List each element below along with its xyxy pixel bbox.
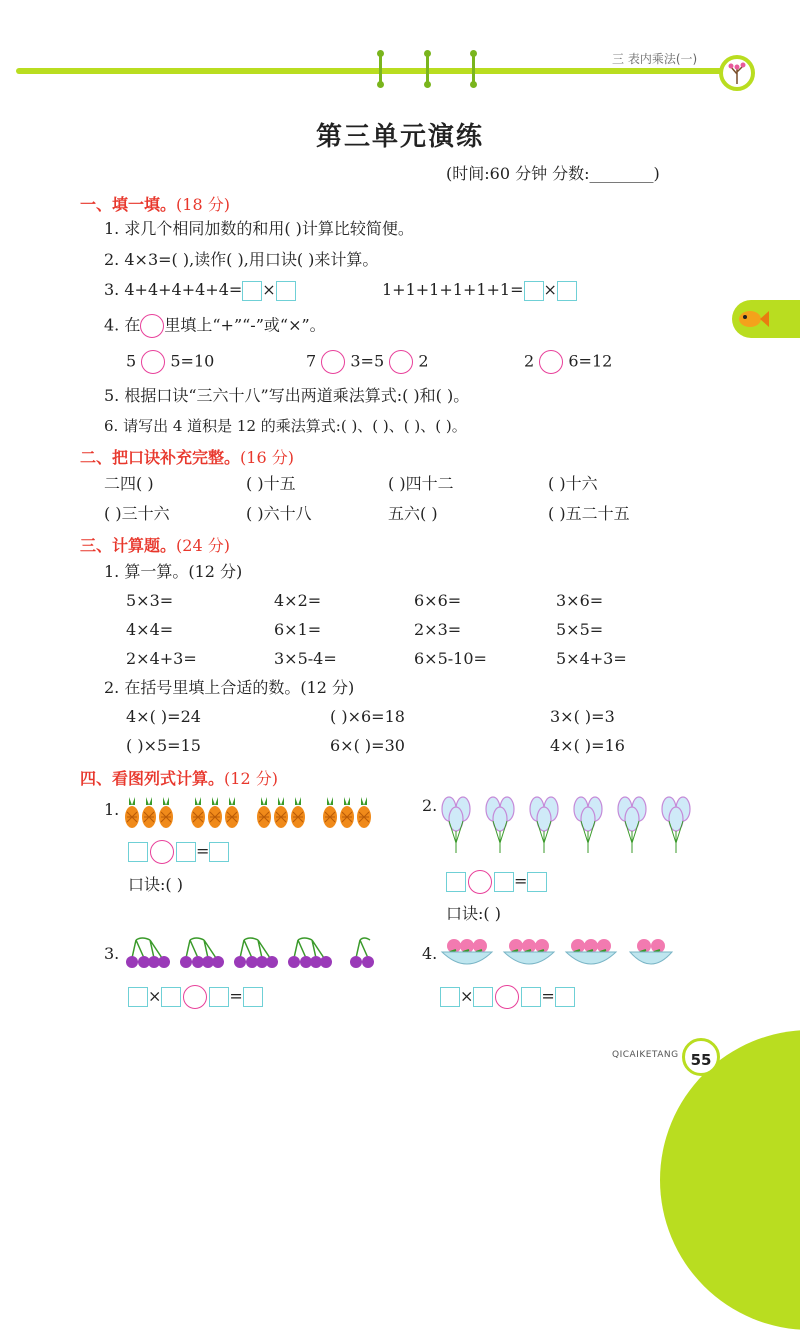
q1-4-prefix: 4. 在: [104, 315, 141, 335]
answer-box[interactable]: [161, 987, 181, 1007]
section-3-points: (24 分): [176, 536, 230, 555]
header-rule: [16, 68, 736, 74]
calc-item: 4×4=: [126, 620, 174, 639]
answer-box[interactable]: [524, 281, 544, 301]
calc-part-2-label: 2. 在括号里填上合适的数。(12 分): [104, 678, 355, 697]
page-title: 第三单元演练: [315, 122, 484, 152]
q1-5: 5. 根据口诀“三六十八”写出两道乘法算式:( )和( )。: [104, 386, 470, 405]
answer-box[interactable]: [440, 987, 460, 1007]
calc-item: 6×5-10=: [414, 649, 487, 668]
section-4-points: (12 分): [224, 769, 278, 788]
times-sign: ×: [262, 280, 276, 299]
problem-3-number: 3.: [104, 944, 120, 963]
calc-item: 3×6=: [556, 591, 604, 610]
calc-item: 5×3=: [126, 591, 174, 610]
chapter-label: 三 表内乘法(一): [612, 52, 698, 66]
calc-item: 2×4+3=: [126, 649, 197, 668]
answer-box[interactable]: [555, 987, 575, 1007]
q1-4-a: 5 5=10: [126, 350, 214, 374]
q1-1: 1. 求几个相同加数的和用( )计算比较简便。: [104, 219, 414, 238]
equals-sign: =: [541, 986, 555, 1006]
section-2-heading: [80, 445, 294, 468]
binder-clip-icon: [424, 50, 431, 88]
q1-4-c: 2 6=12: [524, 350, 612, 374]
binder-clip-icon: [470, 50, 477, 88]
brand-label: QICAIKETANG: [612, 1050, 679, 1060]
q1-3-left: [104, 280, 296, 301]
fill-item: 4×( )=16: [550, 736, 625, 755]
answer-box[interactable]: [242, 281, 262, 301]
rhyme-cell: ( )六十八: [246, 504, 312, 523]
section-2-title: 二、把口诀补充完整。: [80, 448, 241, 467]
calc-item: 6×1=: [274, 620, 322, 639]
times-sign: ×: [148, 986, 162, 1006]
problem-4-number: 4.: [422, 944, 438, 963]
equals-sign: =: [196, 841, 210, 861]
problem-2-equation: [446, 870, 547, 894]
rhyme-cell: ( )十六: [548, 474, 598, 493]
q1-6: 6. 请写出 4 道积是 12 的乘法算式:( )、( )、( )、( )。: [104, 417, 467, 435]
answer-box[interactable]: [446, 872, 466, 892]
fill-item: 4×( )=24: [126, 707, 201, 726]
section-1-title: 一、填一填。: [80, 195, 177, 214]
q1-2: 2. 4×3=( ),读作( ),用口诀( )来计算。: [104, 250, 379, 269]
q1-4-b: 7 3=5 2: [306, 350, 429, 374]
calc-item: 2×3=: [414, 620, 462, 639]
peach-bowls-icon: [440, 932, 690, 972]
q1-3-right: [382, 280, 577, 301]
answer-box[interactable]: [128, 842, 148, 862]
page-number: 55: [682, 1038, 720, 1076]
operator-circle[interactable]: [141, 350, 165, 374]
fill-item: ( )×5=15: [126, 736, 201, 755]
rhyme-cell: ( )三十六: [104, 504, 170, 523]
section-2-points: (16 分): [240, 448, 294, 467]
balloon-bunches-icon: [440, 795, 700, 857]
equals-sign: =: [229, 986, 243, 1006]
problem-3-equation: [128, 985, 263, 1009]
answer-box[interactable]: [128, 987, 148, 1007]
q1-4: [104, 314, 326, 338]
section-4-title: 四、看图列式计算。: [80, 769, 225, 788]
answer-box[interactable]: [276, 281, 296, 301]
cherry-pairs-icon: [124, 936, 384, 972]
operator-circle[interactable]: [468, 870, 492, 894]
operator-circle[interactable]: [150, 840, 174, 864]
rhyme-cell: ( )十五: [246, 474, 296, 493]
answer-box[interactable]: [209, 842, 229, 862]
answer-box[interactable]: [176, 842, 196, 862]
rhyme-cell: 五六( ): [388, 504, 438, 523]
times-sign: ×: [543, 280, 557, 299]
corner-decoration: [660, 1030, 800, 1330]
goldfish-icon: [736, 306, 770, 332]
answer-box[interactable]: [521, 987, 541, 1007]
answer-box[interactable]: [557, 281, 577, 301]
fill-item: 3×( )=3: [550, 707, 615, 726]
rhyme-cell: ( )五二十五: [548, 504, 630, 523]
calc-item: 4×2=: [274, 591, 322, 610]
operator-circle[interactable]: [495, 985, 519, 1009]
binder-clip-icon: [377, 50, 384, 88]
operator-circle[interactable]: [183, 985, 207, 1009]
time-score-line: (时间:60 分钟 分数:________): [446, 164, 660, 183]
times-sign: ×: [460, 986, 474, 1006]
operator-circle: [140, 314, 164, 338]
equals-sign: =: [514, 871, 528, 891]
fill-item: ( )×6=18: [330, 707, 405, 726]
calc-part-1-label: 1. 算一算。(12 分): [104, 562, 243, 581]
problem-2-rhyme: 口诀:( ): [446, 904, 501, 923]
answer-box[interactable]: [243, 987, 263, 1007]
section-1-heading: [80, 192, 230, 215]
q1-4-suffix: 里填上“+”“-”或“×”。: [164, 315, 326, 335]
q1-3-expr-a: 3. 4+4+4+4+4=: [104, 280, 243, 299]
section-4-heading: [80, 766, 278, 789]
fill-item: 6×( )=30: [330, 736, 405, 755]
answer-box[interactable]: [494, 872, 514, 892]
section-3-heading: [80, 533, 230, 556]
answer-box[interactable]: [473, 987, 493, 1007]
problem-2-number: 2.: [422, 796, 438, 815]
operator-circle[interactable]: [321, 350, 345, 374]
rhyme-cell: 二四( ): [104, 474, 154, 493]
pineapple-groups-icon: [124, 795, 380, 831]
section-3-title: 三、计算题。: [80, 536, 177, 555]
calc-item: 6×6=: [414, 591, 462, 610]
rhyme-cell: ( )四十二: [388, 474, 454, 493]
q1-3-expr-b: 1+1+1+1+1+1=: [382, 280, 524, 299]
problem-1-number: 1.: [104, 800, 120, 819]
calc-item: 3×5-4=: [274, 649, 337, 668]
answer-box[interactable]: [527, 872, 547, 892]
problem-4-equation: [440, 985, 575, 1009]
calc-item: 5×5=: [556, 620, 604, 639]
calc-item: 5×4+3=: [556, 649, 627, 668]
problem-1-equation: [128, 840, 229, 864]
problem-1-rhyme: 口诀:( ): [128, 875, 183, 894]
answer-box[interactable]: [209, 987, 229, 1007]
operator-circle[interactable]: [539, 350, 563, 374]
flower-badge-icon: [718, 54, 756, 92]
section-1-points: (18 分): [176, 195, 230, 214]
operator-circle[interactable]: [389, 350, 413, 374]
